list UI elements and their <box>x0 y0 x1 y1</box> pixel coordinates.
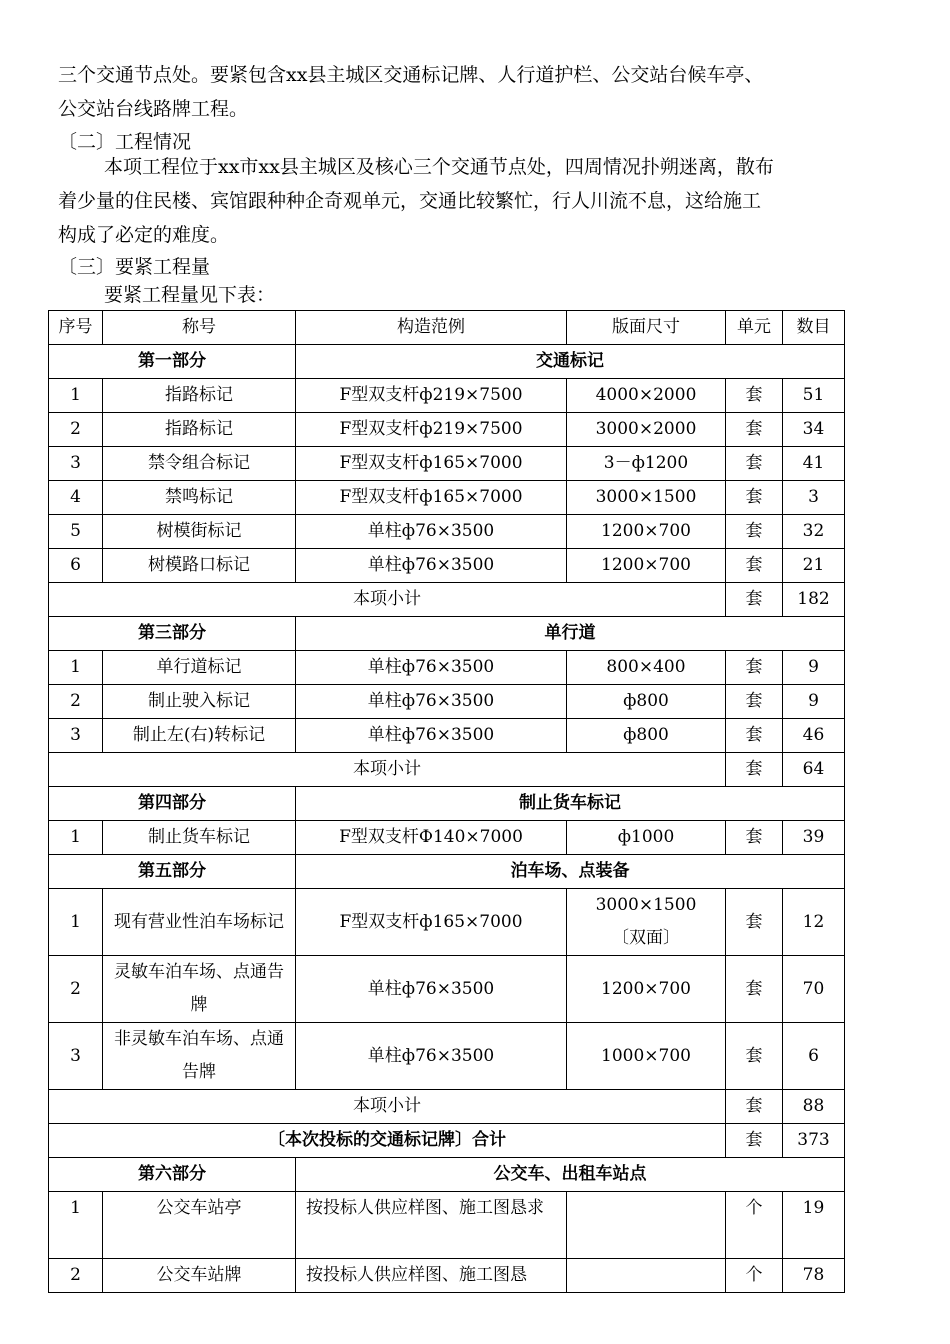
unit: 套 <box>726 1023 783 1090</box>
item-name: 树模街标记 <box>103 515 296 549</box>
paragraph-line: 公交站台线路牌工程。 <box>58 98 249 120</box>
subtotal-row <box>49 1090 845 1124</box>
structure-spec: F型双支杆ф165×7000 <box>296 889 567 956</box>
subtotal-unit: 套 <box>726 753 783 787</box>
header-cell: 单元 <box>726 311 783 345</box>
panel-size <box>567 1259 726 1293</box>
header-cell: 称号 <box>103 311 296 345</box>
row-index: 3 <box>49 719 103 753</box>
unit: 套 <box>726 549 783 583</box>
panel-size: ф800 <box>567 719 726 753</box>
structure-spec: F型双支杆ф219×7500 <box>296 413 567 447</box>
panel-size: 800×400 <box>567 651 726 685</box>
table-row <box>49 956 845 1023</box>
quantity: 9 <box>783 651 845 685</box>
total-row <box>49 1124 845 1158</box>
subtotal-qty: 64 <box>783 753 845 787</box>
header-cell: 序号 <box>49 311 103 345</box>
structure-spec: F型双支杆ф165×7000 <box>296 481 567 515</box>
total-qty: 373 <box>783 1124 845 1158</box>
structure-spec: 单柱ф76×3500 <box>296 651 567 685</box>
quantity: 21 <box>783 549 845 583</box>
subtotal-unit: 套 <box>726 1090 783 1124</box>
row-index: 2 <box>49 685 103 719</box>
section-part: 第六部分 <box>49 1158 296 1192</box>
table-row <box>49 1192 845 1259</box>
quantity-table <box>48 310 845 1293</box>
paragraph-line: 着少量的住民楼、宾馆跟种种企奇观单元，交通比较繁忙，行人川流不息，这给施工 <box>58 190 762 212</box>
table-row <box>49 481 845 515</box>
panel-size: ф1000 <box>567 821 726 855</box>
panel-size: 3000×2000 <box>567 413 726 447</box>
item-name: 公交车站亭 <box>103 1192 296 1259</box>
subtotal-label: 本项小计 <box>49 1090 726 1124</box>
quantity: 12 <box>783 889 845 956</box>
unit: 套 <box>726 956 783 1023</box>
header-cell: 数目 <box>783 311 845 345</box>
quantity: 9 <box>783 685 845 719</box>
section-row <box>49 617 845 651</box>
row-index: 1 <box>49 651 103 685</box>
table-row <box>49 685 845 719</box>
quantity: 34 <box>783 413 845 447</box>
section-part: 第三部分 <box>49 617 296 651</box>
panel-size: 3－ф1200 <box>567 447 726 481</box>
unit: 套 <box>726 651 783 685</box>
section-part: 第四部分 <box>49 787 296 821</box>
row-index: 6 <box>49 549 103 583</box>
section-heading: 〔三〕要紧工程量 <box>58 256 211 278</box>
structure-spec: F型双支杆ф219×7500 <box>296 379 567 413</box>
panel-size: ф800 <box>567 685 726 719</box>
section-row <box>49 855 845 889</box>
row-index: 3 <box>49 447 103 481</box>
panel-size: 1200×700 <box>567 549 726 583</box>
table-row <box>49 379 845 413</box>
table-row <box>49 719 845 753</box>
subtotal-qty: 88 <box>783 1090 845 1124</box>
item-name: 非灵敏车泊车场、点通告牌 <box>103 1023 296 1090</box>
row-index: 3 <box>49 1023 103 1090</box>
structure-spec: 单柱ф76×3500 <box>296 549 567 583</box>
section-title: 单行道 <box>296 617 845 651</box>
table-row <box>49 515 845 549</box>
structure-spec: 单柱ф76×3500 <box>296 1023 567 1090</box>
item-name: 制止驶入标记 <box>103 685 296 719</box>
panel-size <box>567 1192 726 1259</box>
item-name: 单行道标记 <box>103 651 296 685</box>
section-row <box>49 787 845 821</box>
structure-spec: 按投标人供应样图、施工图恳 <box>296 1259 567 1293</box>
subtotal-label: 本项小计 <box>49 753 726 787</box>
item-name: 现有营业性泊车场标记 <box>103 889 296 956</box>
item-name: 公交车站牌 <box>103 1259 296 1293</box>
table-row <box>49 549 845 583</box>
structure-spec: 单柱ф76×3500 <box>296 956 567 1023</box>
row-index: 2 <box>49 956 103 1023</box>
quantity: 78 <box>783 1259 845 1293</box>
table-row <box>49 1259 845 1293</box>
item-name: 禁令组合标记 <box>103 447 296 481</box>
section-row <box>49 1158 845 1192</box>
row-index: 2 <box>49 1259 103 1293</box>
structure-spec: F型双支杆Ф140×7000 <box>296 821 567 855</box>
structure-spec: F型双支杆ф165×7000 <box>296 447 567 481</box>
subtotal-unit: 套 <box>726 583 783 617</box>
section-title: 制止货车标记 <box>296 787 845 821</box>
item-name: 指路标记 <box>103 413 296 447</box>
panel-size: 4000×2000 <box>567 379 726 413</box>
section-part: 第五部分 <box>49 855 296 889</box>
quantity: 32 <box>783 515 845 549</box>
item-name: 禁鸣标记 <box>103 481 296 515</box>
section-title: 交通标记 <box>296 345 845 379</box>
item-name: 灵敏车泊车场、点通告牌 <box>103 956 296 1023</box>
unit: 套 <box>726 447 783 481</box>
unit: 套 <box>726 889 783 956</box>
unit: 套 <box>726 413 783 447</box>
subtotal-row <box>49 583 845 617</box>
section-row <box>49 345 845 379</box>
structure-spec: 单柱ф76×3500 <box>296 685 567 719</box>
quantity: 6 <box>783 1023 845 1090</box>
row-index: 2 <box>49 413 103 447</box>
panel-size: 1200×700 <box>567 956 726 1023</box>
unit: 个 <box>726 1259 783 1293</box>
unit: 套 <box>726 821 783 855</box>
row-index: 1 <box>49 379 103 413</box>
item-name: 制止左(右)转标记 <box>103 719 296 753</box>
table-row <box>49 413 845 447</box>
unit: 套 <box>726 379 783 413</box>
table-row <box>49 447 845 481</box>
subtotal-qty: 182 <box>783 583 845 617</box>
row-index: 4 <box>49 481 103 515</box>
item-name: 制止货车标记 <box>103 821 296 855</box>
section-title: 泊车场、点装备 <box>296 855 845 889</box>
quantity: 41 <box>783 447 845 481</box>
structure-spec: 单柱ф76×3500 <box>296 719 567 753</box>
table-row <box>49 889 845 956</box>
table-row <box>49 821 845 855</box>
item-name: 树模路口标记 <box>103 549 296 583</box>
row-index: 1 <box>49 889 103 956</box>
row-index: 5 <box>49 515 103 549</box>
section-part: 第一部分 <box>49 345 296 379</box>
structure-spec: 单柱ф76×3500 <box>296 515 567 549</box>
paragraph-line: 构成了必定的难度。 <box>58 224 230 246</box>
panel-size: 1200×700 <box>567 515 726 549</box>
quantity: 3 <box>783 481 845 515</box>
total-unit: 套 <box>726 1124 783 1158</box>
unit: 套 <box>726 515 783 549</box>
subtotal-row <box>49 753 845 787</box>
table-intro: 要紧工程量见下表： <box>104 284 276 306</box>
unit: 个 <box>726 1192 783 1259</box>
structure-spec: 按投标人供应样图、施工图恳求 <box>296 1192 567 1259</box>
unit: 套 <box>726 481 783 515</box>
table-row <box>49 651 845 685</box>
header-cell: 版面尺寸 <box>567 311 726 345</box>
section-heading: 〔二〕工程情况 <box>58 131 192 153</box>
table-row <box>49 1023 845 1090</box>
quantity: 70 <box>783 956 845 1023</box>
subtotal-label: 本项小计 <box>49 583 726 617</box>
paragraph-line: 本项工程位于xx市xx县主城区及核心三个交通节点处，四周情况扑朔迷离，散布 <box>104 156 774 178</box>
unit: 套 <box>726 685 783 719</box>
panel-size: 3000×1500 <box>567 481 726 515</box>
unit: 套 <box>726 719 783 753</box>
total-label: 〔本次投标的交通标记牌〕合计 <box>49 1124 726 1158</box>
table-header-row <box>49 311 845 345</box>
quantity: 51 <box>783 379 845 413</box>
section-title: 公交车、出租车站点 <box>296 1158 845 1192</box>
header-cell: 构造范例 <box>296 311 567 345</box>
row-index: 1 <box>49 821 103 855</box>
panel-size: 1000×700 <box>567 1023 726 1090</box>
paragraph-line: 三个交通节点处。要紧包含xx县主城区交通标记牌、人行道护栏、公交站台候车亭、 <box>58 64 764 86</box>
item-name: 指路标记 <box>103 379 296 413</box>
row-index: 1 <box>49 1192 103 1259</box>
quantity: 39 <box>783 821 845 855</box>
quantity: 46 <box>783 719 845 753</box>
panel-size: 3000×1500〔双面〕 <box>567 889 726 956</box>
quantity: 19 <box>783 1192 845 1259</box>
